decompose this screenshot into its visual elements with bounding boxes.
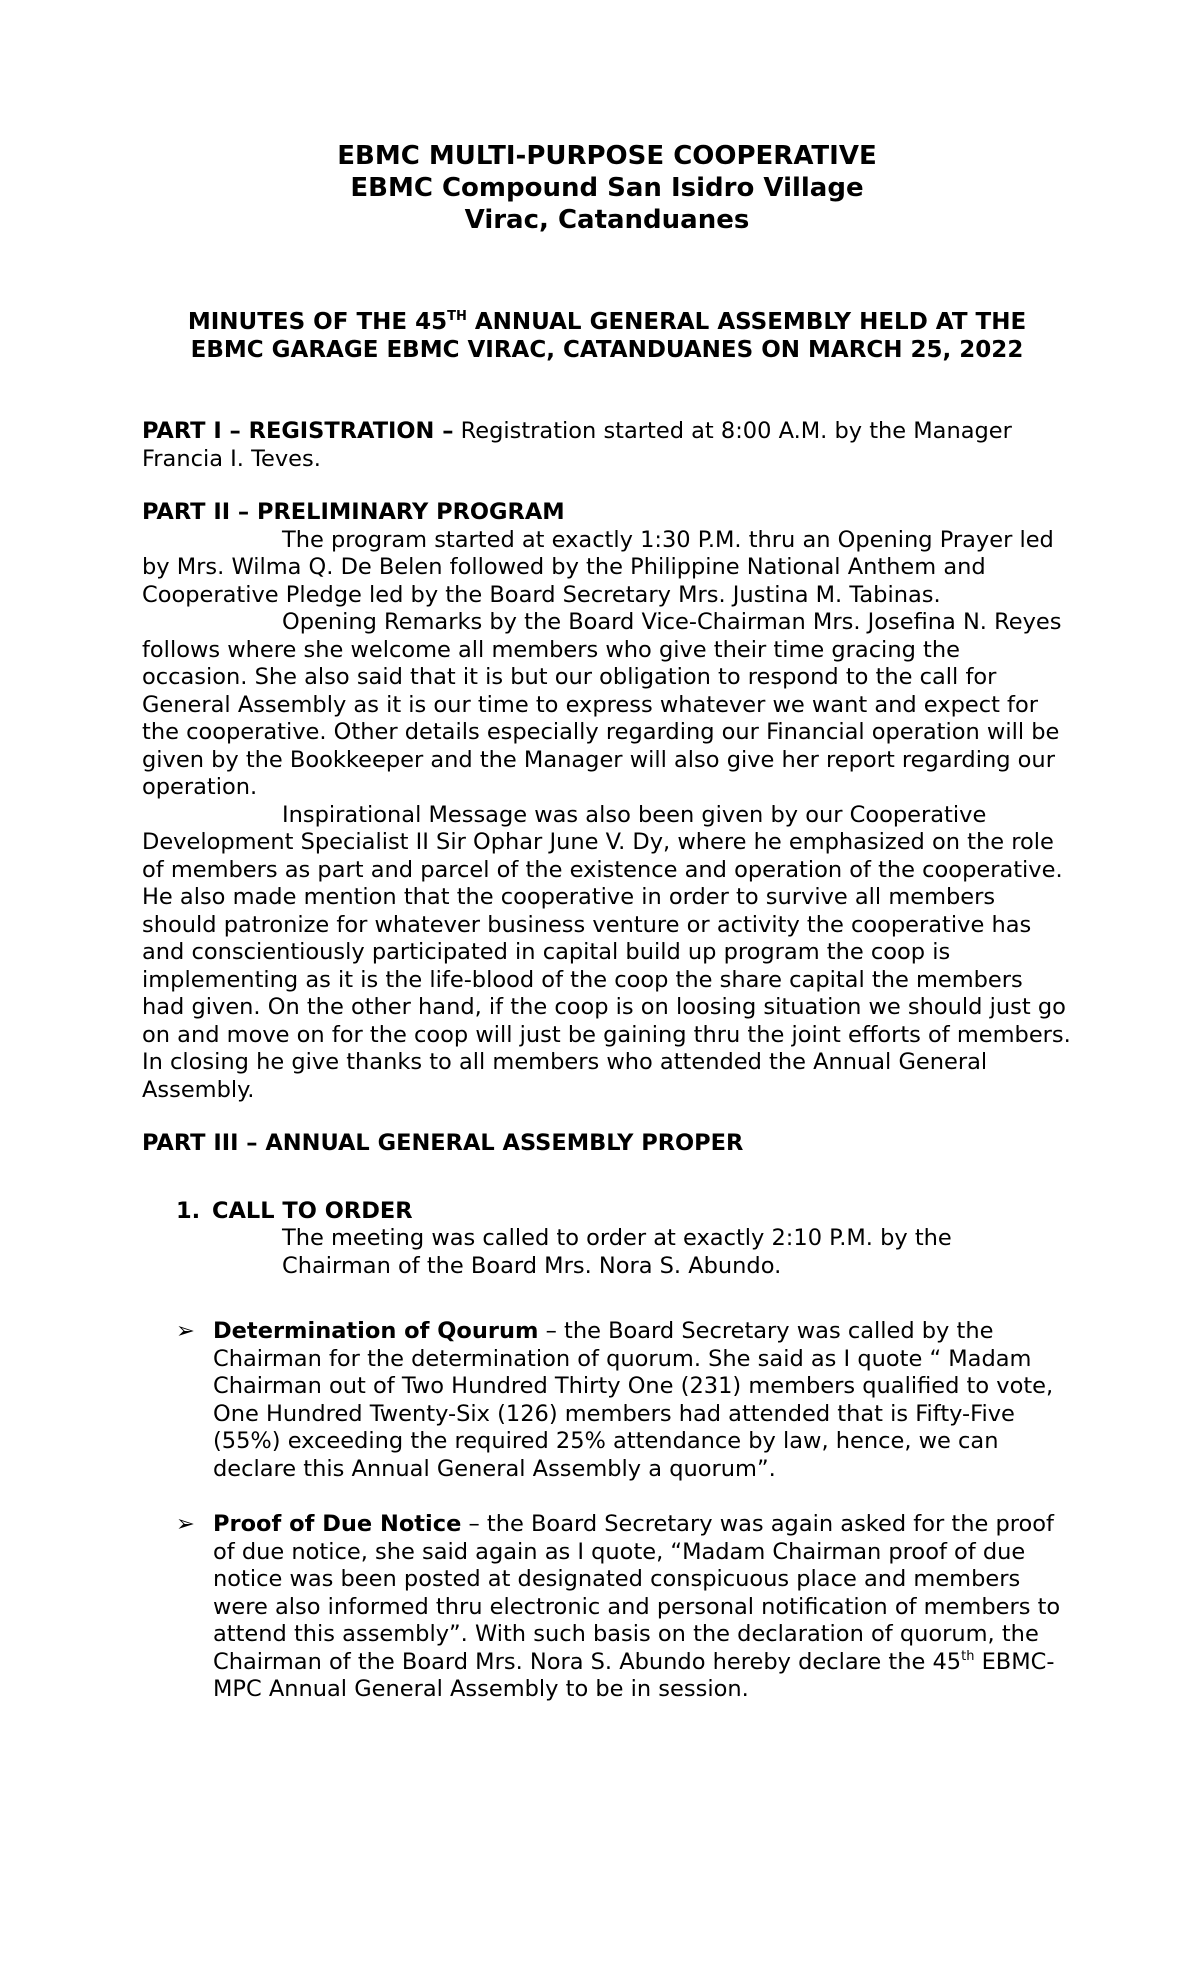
part-2-paragraph-remarks: Opening Remarks by the Board Vice-Chairman Mrs. Josefina N. Reyes follows where she welcome all members who give their time gracing the occasion. She also said that it is but our obligation to respond to the call for General Assembly as it is our time to express whatever we want and expect for the cooperative. Other details especially regarding our Financial operation will be given by the Bookkeeper and the Manager will also give her report regarding our operation.	[142, 609, 1062, 800]
call-to-order-line-2: Chairman of the Board Mrs. Nora S. Abundo.	[282, 1252, 782, 1279]
minutes-title	[142, 308, 1072, 364]
part-1-text: Registration started at 8:00 A.M. by the Manager Francia I. Teves.	[142, 418, 1012, 472]
address-line-2: Virac, Catanduanes	[464, 205, 750, 235]
due-notice-title: Proof of Due Notice	[213, 1511, 462, 1537]
minutes-title-post: ANNUAL GENERAL ASSEMBLY HELD AT THE	[466, 309, 1027, 335]
arrow-bullet-icon: ➢	[176, 1511, 195, 1537]
call-to-order-body	[282, 1225, 1072, 1280]
due-notice-text-block	[213, 1511, 1072, 1704]
arrow-bullet-icon: ➢	[176, 1318, 195, 1344]
quorum-text-block	[213, 1318, 1072, 1483]
call-to-order-number: 1.	[176, 1197, 201, 1224]
due-notice-text-post: EBMC-MPC Annual General Assembly to be in session.	[213, 1648, 1055, 1702]
minutes-title-sup: TH	[447, 309, 467, 324]
call-to-order-item	[176, 1198, 1072, 1281]
document-page	[142, 140, 1072, 1704]
due-notice-text-pre: – the Board Secretary was again asked for the proof of due notice, she said again as I quote, “Madam Chairman proof of due notice was been posted at designated conspicuous place and members were also informed thru electronic and personal notification of members to attend this assembly”. With such basis on the declaration of quorum, the Chairman of the Board Mrs. Nora S. Abundo hereby declare the 45	[213, 1511, 1061, 1675]
call-to-order-line-1: The meeting was called to order at exactly 2:10 P.M. by the	[282, 1225, 952, 1251]
part-1-heading: PART I – REGISTRATION –	[142, 418, 454, 444]
minutes-title-line-2: EBMC GARAGE EBMC VIRAC, CATANDUANES ON MARCH 25, 2022	[190, 337, 1024, 363]
part-2-paragraph-inspirational: Inspirational Message was also been given by our Cooperative Development Specialist II Sir Ophar June V. Dy, where he emphasized on the role of members as part and parcel of the existence and operation of the cooperative. He also made mention that the cooperative in order to survive all members should patronize for whatever business venture or activity the cooperative has and conscientiously participated in capital build up program the coop is implementing as it is the life-blood of the coop the share capital the members had given. On the other hand, if the coop is on loosing situation we should just go on and move on for the coop will just be gaining thru the joint efforts of members. In closing he give thanks to all members who attended the Annual General Assembly.	[142, 801, 1071, 1103]
quorum-text: – the Board Secretary was called by the Chairman for the determination of quorum. She said as I quote “ Madam Chairman out of Two Hundred Thirty One (231) members qualified to vote, One Hundred Twenty-Six (126) members had attended that is Fifty-Five (55%) exceeding the required 25% attendance by law, hence, we can declare this Annual General Assembly a quorum”.	[213, 1318, 1054, 1482]
org-name: EBMC MULTI-PURPOSE COOPERATIVE	[337, 141, 877, 171]
quorum-title: Determination of Qourum	[213, 1318, 539, 1344]
call-to-order-title: CALL TO ORDER	[212, 1197, 413, 1224]
address-line-1: EBMC Compound San Isidro Village	[350, 173, 864, 203]
quorum-bullet	[142, 1318, 1072, 1483]
due-notice-sup: th	[961, 1648, 975, 1664]
part-2-heading: PART II – PRELIMINARY PROGRAM	[142, 499, 565, 525]
part-2-paragraph-opening: The program started at exactly 1:30 P.M. thru an Opening Prayer led by Mrs. Wilma Q. De Belen followed by the Philippine National Anthem and Cooperative Pledge led by the Board Secretary Mrs. Justina M. Tabinas.	[142, 526, 1054, 608]
due-notice-bullet	[142, 1511, 1072, 1704]
part-1-registration	[142, 418, 1072, 473]
part-3-assembly-proper	[142, 1130, 1072, 1704]
part-2-preliminary-program	[142, 499, 1072, 1104]
part-3-heading: PART III – ANNUAL GENERAL ASSEMBLY PROPER	[142, 1130, 744, 1156]
document-header	[142, 140, 1072, 364]
minutes-title-pre: MINUTES OF THE 45	[187, 309, 448, 335]
